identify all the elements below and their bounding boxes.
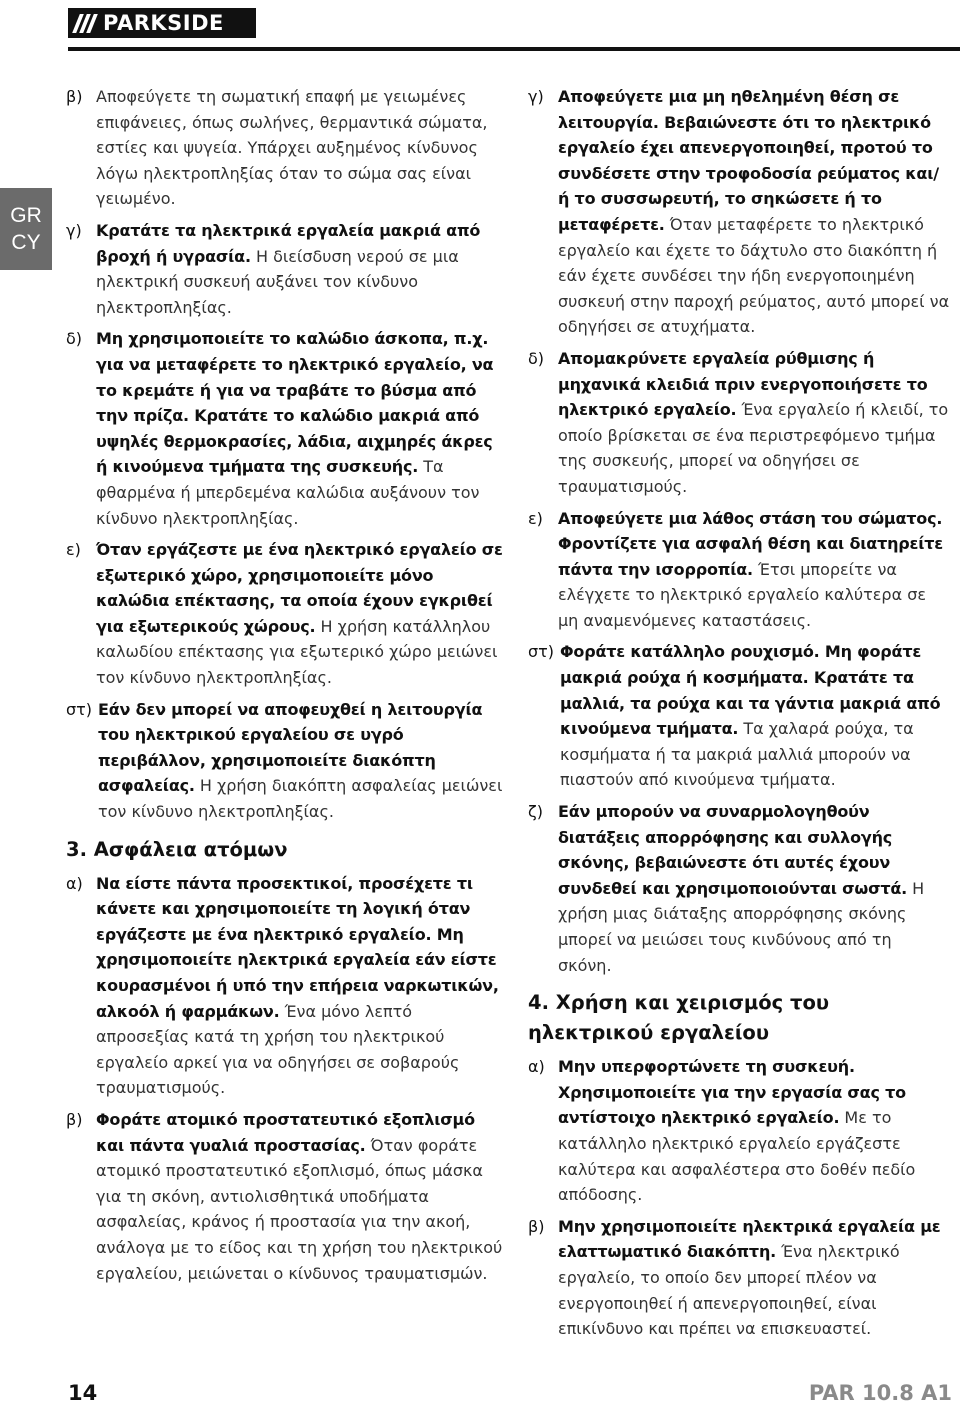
item-2d	[66, 326, 506, 531]
item-text: Όταν φοράτε ατομικό προστατευτικό εξοπλισμό, όπως μάσκα για τη σκόνη, αντιολισθητικά υποδήματα ασφαλείας, κράνος ή προστασία για την ακοή, ανάλογα με το είδος και τη χρήση του ηλεκτρικού εργαλείου, μειώνεται ο κίνδυνος τραυματισμών.	[96, 1135, 503, 1283]
item-heading: Εάν μπορούν να συναρμολογηθούν διατάξεις απορρόφησης και συλλογής σκόνης, βεβαιώνεστε ότι αυτές έχουν συνδεθεί και χρησιμοποιούνται σωστά.	[558, 802, 908, 898]
lang-code-cy: CY	[11, 231, 41, 254]
item-3f	[528, 639, 950, 793]
item-text: Ένα εργαλείο ή κλειδί, το οποίο βρίσκεται σε ένα περιστρεφόμενο τμήμα της συσκευής, μπορεί να οδηγήσει σε τραυματισμούς.	[558, 400, 949, 496]
item-heading: Εάν δεν μπορεί να αποφευχθεί η λειτουργία του ηλεκτρικού εργαλείου σε υγρό περιβάλλον, χρησιμοποιείτε διακόπτη ασφαλείας.	[98, 699, 483, 796]
item-heading: Φοράτε κατάλληλο ρουχισμό. Μη φοράτε μακριά ρούχα ή κοσμήματα. Κρατάτε τα μαλλιά, τα ρούχα και τα γάντια μακριά από κινούμενα τμήματα.	[560, 642, 941, 739]
language-tab	[0, 188, 52, 270]
item-3c	[528, 84, 950, 340]
item-text: Ένα ηλεκτρικό εργαλείο, το οποίο δεν μπορεί πλέον να ενεργοποιηθεί ή απενεργοποιηθεί, είναι επικίνδυνο και πρέπει να επισκευαστεί.	[558, 1242, 900, 1339]
item-text: Η χρήση κατάλληλου καλωδίου επέκτασης για εξωτερικό χώρο μειώνει τον κίνδυνο ηλεκτροπληξίας.	[96, 616, 498, 688]
left-column	[66, 84, 506, 1292]
item-heading: Αποφεύγετε μια λάθος στάση του σώματος. Φροντίζετε για ασφαλή θέση και διατηρείτε πάντα την ισορροπία.	[558, 508, 943, 579]
item-label: δ)	[66, 329, 83, 349]
section-4-heading: 4. Χρήση και χειρισμός του ηλεκτρικού εργαλείου	[528, 991, 830, 1045]
item-text: Τα φθαρμένα ή μπερδεμένα καλώδια αυξάνουν τον κίνδυνο ηλεκτροπληξίας.	[96, 457, 480, 528]
logo-text: PARKSIDE	[103, 11, 224, 35]
item-label: στ)	[66, 699, 93, 719]
item-text: Αποφεύγετε τη σωματική επαφή με γειωμένες επιφάνειες, όπως σωλήνες, θερμαντικά σώματα, εστίες και ψυγεία. Υπάρχει αυξημένος κίνδυνος λόγω ηλεκτροπληξίας όταν το σώμα σας είναι γειωμένο.	[96, 87, 488, 209]
parkside-logo	[68, 8, 256, 38]
item-label: δ)	[528, 348, 545, 368]
item-heading: Να είστε πάντα προσεκτικοί, προσέχετε τι κάνετε και χρησιμοποιείτε τη λογική όταν εργάζεστε με ένα ηλεκτρικό εργαλείο. Μη χρησιμοποιείτε ηλεκτρικά εργαλεία εάν είστε κουρασμένοι ή υπό την επήρεια ναρκωτικών, αλκοόλ ή φαρμάκων.	[96, 873, 499, 1021]
item-heading: Κρατάτε τα ηλεκτρικά εργαλεία μακριά από βροχή ή υγρασία.	[96, 220, 481, 266]
item-label: γ)	[66, 220, 82, 240]
model-number: PAR 10.8 A1	[808, 1381, 952, 1405]
item-4b	[528, 1214, 950, 1342]
item-heading: Αποφεύγετε μια μη ηθελημένη θέση σε λειτουργία. Βεβαιώνεστε ότι το ηλεκτρικό εργαλείο έχει απενεργοποιηθεί, προτού το συνδέσετε στην τροφοδοσία ρεύματος και/ή το συσσωρευτή, το σηκώσετε ή το μεταφέρετε.	[558, 87, 939, 234]
section-3-heading: 3. Ασφάλεια ατόμων	[66, 837, 288, 861]
item-text: Με το κατάλληλο ηλεκτρικό εργαλείο εργάζεστε καλύτερα και ασφαλέστερα στο δοθέν πεδίο απόδοσης.	[558, 1108, 916, 1205]
item-label: στ)	[528, 642, 555, 662]
item-text: Η χρήση μιας διάταξης απορρόφησης σκόνης μπορεί να μειώσει τους κινδύνους από τη σκόνη.	[558, 878, 925, 975]
item-label: ε)	[528, 508, 543, 528]
item-2b	[66, 84, 506, 212]
item-label: α)	[528, 1057, 545, 1077]
item-label: ε)	[66, 540, 81, 560]
item-label: γ)	[528, 87, 544, 106]
item-label: α)	[66, 873, 83, 893]
item-heading: Όταν εργάζεστε με ένα ηλεκτρικό εργαλείο σε εξωτερικό χώρο, χρησιμοποιείτε μόνο καλώδια επέκτασης, τα οποία έχουν εγκριθεί για εξωτερικούς χώρους.	[96, 540, 503, 636]
item-2c	[66, 218, 506, 320]
page-number: 14	[68, 1381, 98, 1405]
logo-stripes-icon	[76, 14, 97, 33]
item-3a	[66, 871, 506, 1101]
lang-code-gr: GR	[10, 204, 42, 227]
item-text: Όταν μεταφέρετε το ηλεκτρικό εργαλείο και έχετε το δάχτυλο στο διακόπτη ή εάν έχετε συνδέσει την ήδη ενεργοποιημένη συσκευή στην παροχή ρεύματος, αυτό μπορεί να οδηγήσει σε ατυχήματα.	[558, 214, 950, 337]
item-heading: Μην χρησιμοποιείτε ηλεκτρικά εργαλεία με ελαττωματικό διακόπτη.	[558, 1216, 941, 1262]
item-label: β)	[528, 1216, 545, 1236]
item-heading: Απομακρύνετε εργαλεία ρύθμισης ή μηχανικά κλειδιά πριν ενεργοποιήσετε το ηλεκτρικό εργαλείο.	[558, 348, 928, 420]
header-rule	[68, 47, 960, 51]
item-heading: Μη χρησιμοποιείτε το καλώδιο άσκοπα, π.χ. για να μεταφέρετε το ηλεκτρικό εργαλείο, να το κρεμάτε ή για να τραβάτε το βύσμα από την πρίζα. Κρατάτε το καλώδιο μακριά από υψηλές θερμοκρασίες, λάδια, αιχμηρές άκρες ή κινούμενα τμήματα της συσκευής.	[96, 329, 494, 477]
item-text: Η χρήση διακόπτη ασφαλείας μειώνει τον κίνδυνο ηλεκτροπληξίας.	[98, 776, 503, 822]
item-heading: Μην υπερφορτώνετε τη συσκευή. Χρησιμοποιείτε για την εργασία σας το αντίστοιχο ηλεκτρικό εργαλείο.	[558, 1057, 906, 1128]
item-text: Η διείσδυση νερού σε μια ηλεκτρική συσκευή αυξάνει τον κίνδυνο ηλεκτροπληξίας.	[96, 246, 459, 317]
item-3d	[528, 346, 950, 500]
item-3g	[528, 799, 950, 978]
item-text: Έτσι μπορείτε να ελέγχετε το ηλεκτρικό εργαλείο καλύτερα σε μη αναμενόμενες καταστάσεις.	[558, 559, 926, 630]
item-heading: Φοράτε ατομικό προστατευτικό εξοπλισμό και πάντα γυαλιά προστασίας.	[96, 1109, 475, 1155]
item-label: β)	[66, 1109, 83, 1129]
item-3e	[528, 506, 950, 634]
item-label: β)	[66, 87, 83, 106]
item-4a	[528, 1054, 950, 1208]
item-label: ζ)	[528, 802, 543, 822]
right-column	[528, 84, 950, 1348]
item-text: Ένα μόνο λεπτό απροσεξίας κατά τη χρήση του ηλεκτρικού εργαλείο αρκεί για να οδηγήσει σε σοβαρούς τραυματισμούς.	[96, 1001, 460, 1098]
item-2f	[66, 697, 506, 825]
item-text: Τα χαλαρά ρούχα, τα κοσμήματα ή τα μακριά μαλλιά μπορούν να πιαστούν από κινούμενα τμήματα.	[560, 719, 914, 790]
item-2e	[66, 537, 506, 691]
item-3b	[66, 1107, 506, 1286]
